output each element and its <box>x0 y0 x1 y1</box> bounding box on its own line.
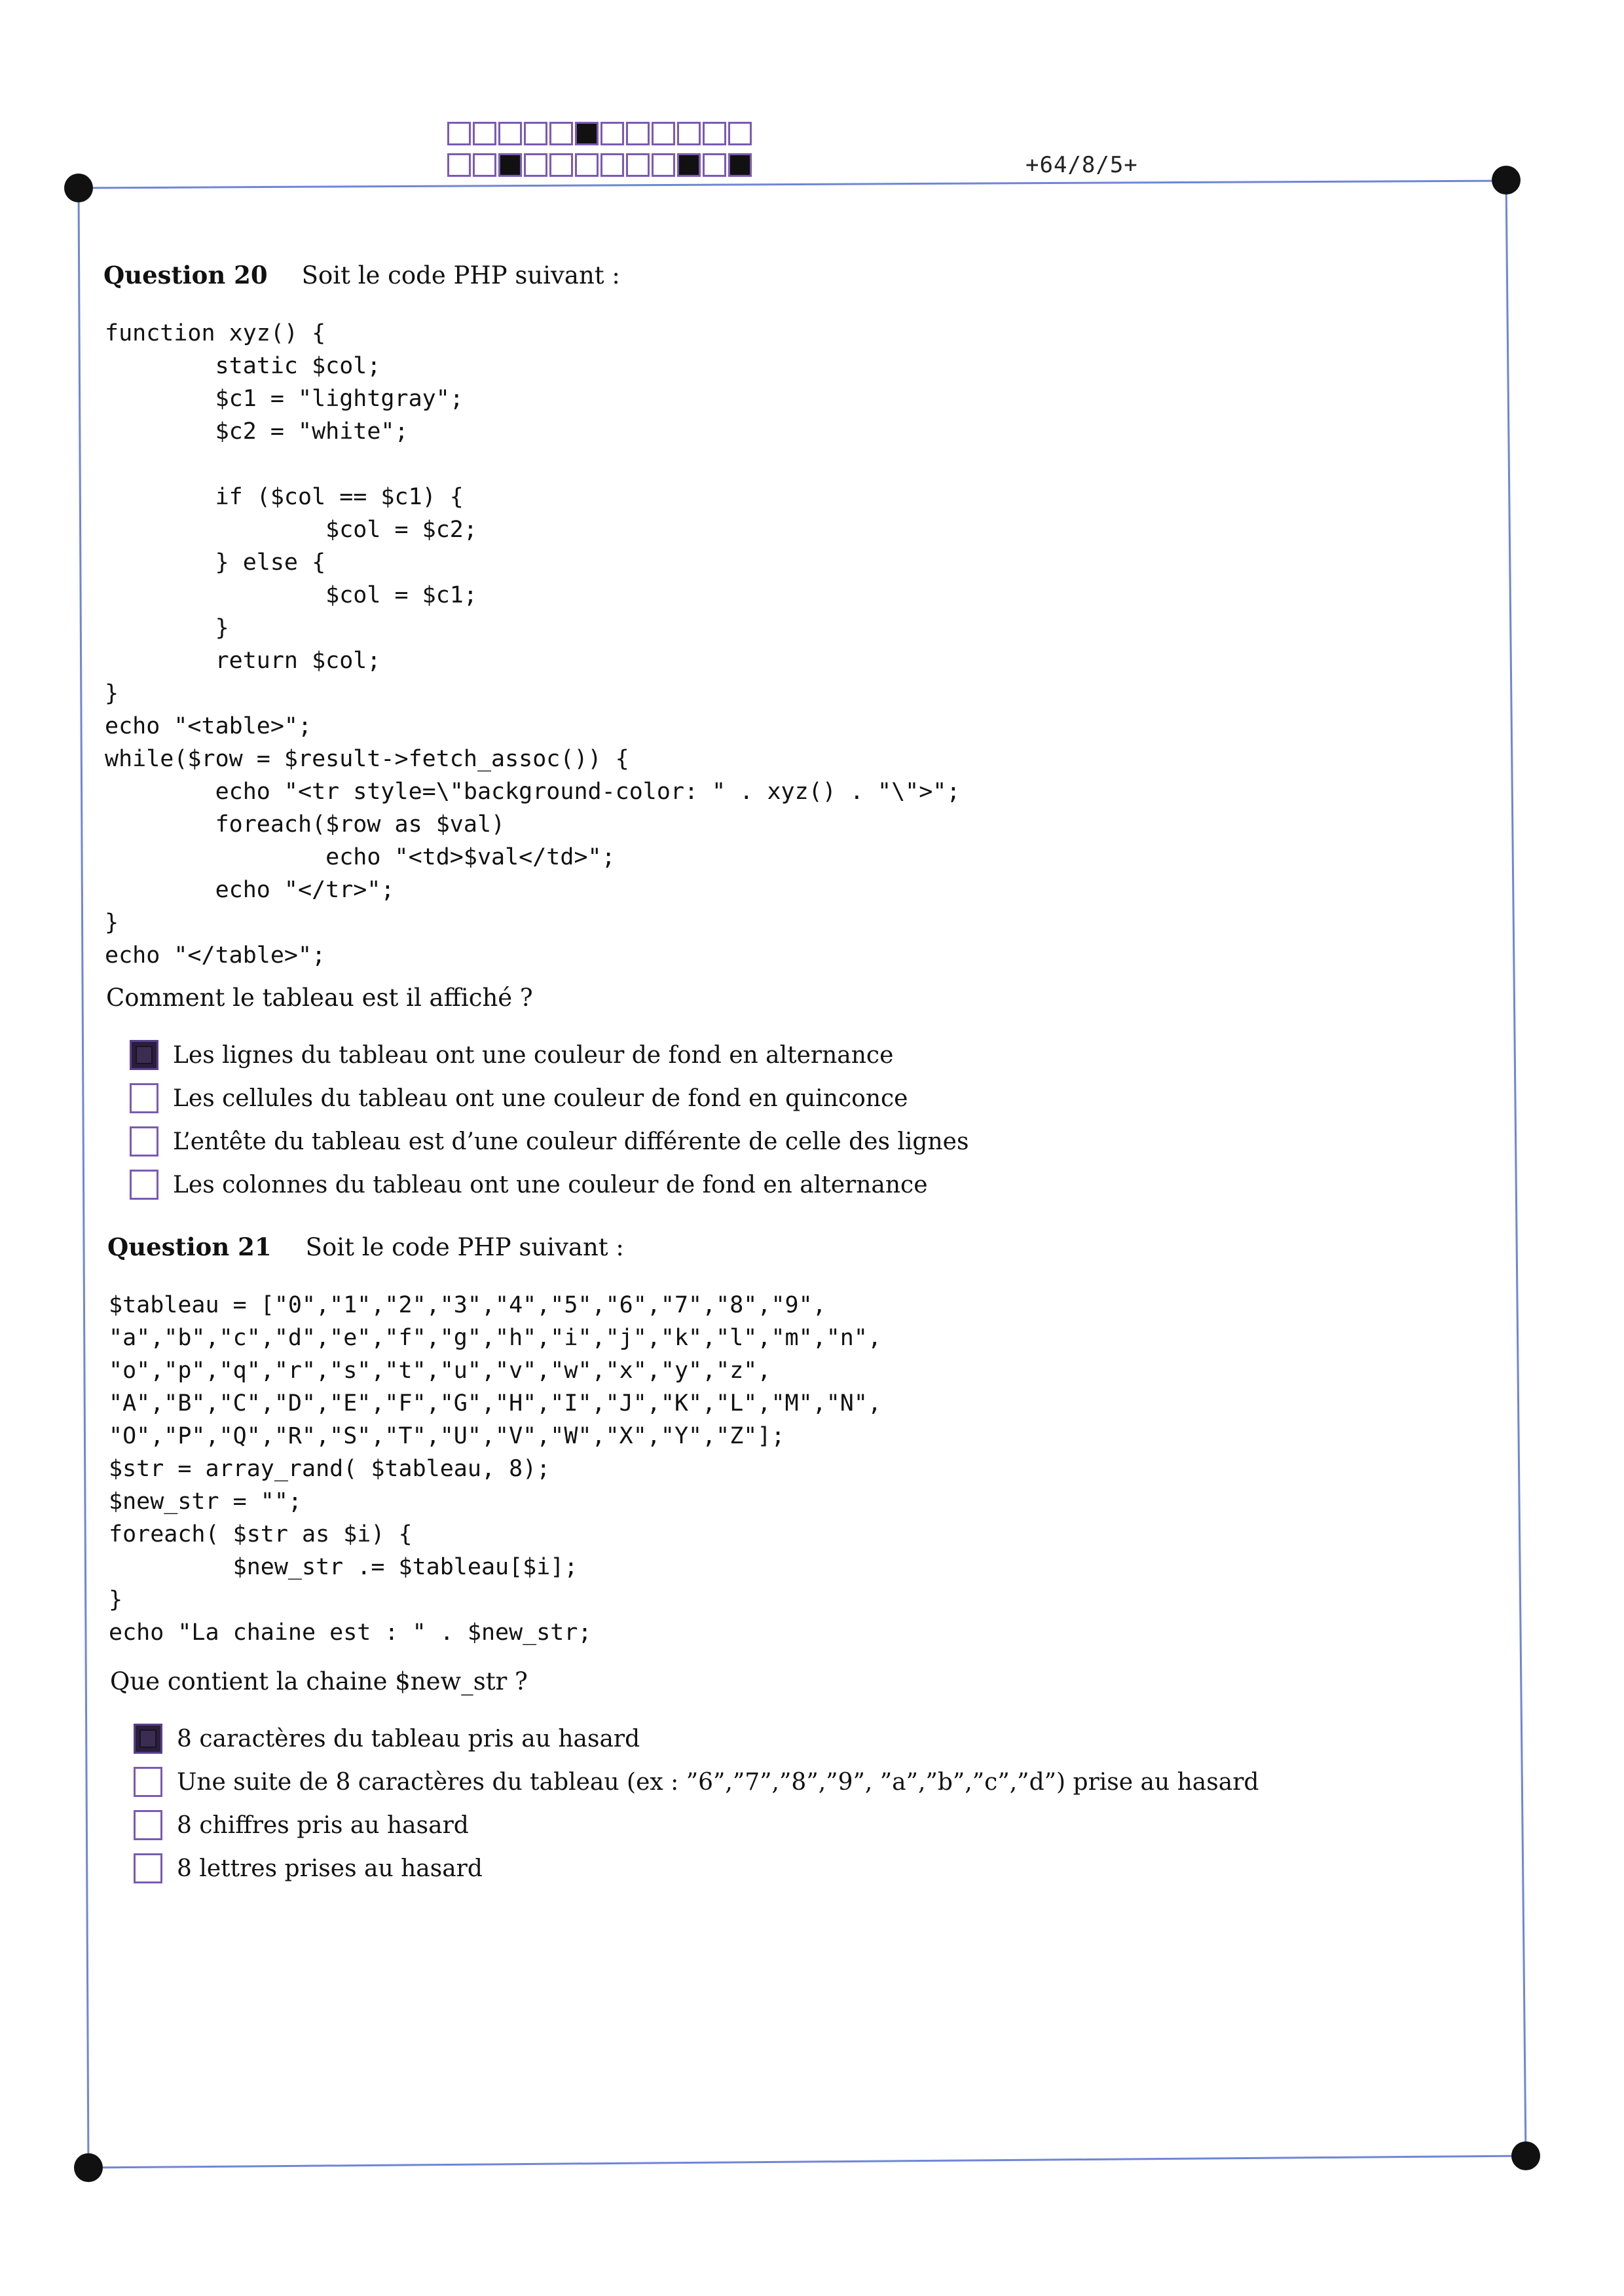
page-code-row-1 <box>447 122 754 145</box>
code-cell <box>575 122 599 145</box>
answer-checkbox[interactable] <box>134 1810 162 1840</box>
answer-option <box>130 1033 969 1077</box>
question-21-answers <box>134 1717 1259 1890</box>
code-cell <box>575 153 599 177</box>
question-20-prompt: Comment le tableau est il affiché ? <box>106 984 533 1012</box>
page-identifier: +64/8/5+ <box>1025 152 1138 178</box>
code-cell <box>626 122 650 145</box>
answer-option <box>130 1163 969 1206</box>
page-code-row-2 <box>447 153 754 177</box>
answer-checkbox[interactable] <box>130 1126 158 1157</box>
question-number: Question 20 <box>103 261 268 289</box>
question-21-header <box>107 1232 624 1261</box>
corner-mark-bottom-right <box>1511 2141 1540 2170</box>
answer-label: 8 caractères du tableau pris au hasard <box>177 1725 640 1752</box>
code-cell <box>600 122 624 145</box>
answer-label: 8 chiffres pris au hasard <box>177 1811 469 1839</box>
answer-option <box>134 1804 1259 1847</box>
code-cell <box>703 122 726 145</box>
code-cell <box>677 122 701 145</box>
answer-label: 8 lettres prises au hasard <box>177 1855 483 1882</box>
answer-option <box>130 1077 969 1120</box>
code-cell <box>728 122 752 145</box>
answer-option <box>134 1760 1259 1804</box>
code-cell <box>652 122 675 145</box>
question-20-header <box>103 261 620 289</box>
question-title: Soit le code PHP suivant : <box>305 1233 624 1261</box>
answer-label: Une suite de 8 caractères du tableau (ex : ”6”,”7”,”8”,”9”, ”a”,”b”,”c”,”d”) prise au hasard <box>177 1768 1259 1796</box>
question-21-prompt: Que contient la chaine $new_str ? <box>110 1667 528 1695</box>
code-cell <box>549 122 573 145</box>
question-20-answers <box>130 1033 969 1206</box>
answer-option <box>134 1717 1259 1760</box>
code-cell <box>498 122 522 145</box>
answer-option <box>134 1847 1259 1890</box>
question-title: Soit le code PHP suivant : <box>301 261 620 289</box>
code-cell <box>600 153 624 177</box>
question-20-code: function xyz() { static $col; $c1 = "lightgray"; $c2 = "white"; if ($col == $c1) { $col = $c2; } else { $col = $c1; } return $col; } echo "<table>"; while($row = $result->fetch_assoc()) { echo "<tr style=\"background-color: " . xyz() . "\">"; foreach($row as $val) echo "<td>$val</td>"; echo "</tr>"; } echo "</table>"; <box>105 320 961 969</box>
question-21-code: $tableau = ["0","1","2","3","4","5","6","7","8","9", "a","b","c","d","e","f","g","h","i","j","k","l","m","n", "o","p","q","r","s","t","u","v","w","x","y","z", "A","B","C","D","E","F","G","H","I","J","K","L","M","N", "O","P","Q","R","S","T","U","V","W","X","Y","Z"]; $str = array_rand( $tableau, 8); $new_str = ""; foreach( $str as $i) { $new_str .= $tableau[$i]; } echo "La chaine est : " . $new_str; <box>109 1292 882 1646</box>
code-cell <box>447 153 471 177</box>
answer-option <box>130 1120 969 1163</box>
code-cell <box>447 122 471 145</box>
answer-checkbox[interactable] <box>134 1853 162 1883</box>
code-cell <box>473 153 496 177</box>
code-cell <box>652 153 675 177</box>
code-cell <box>728 153 752 177</box>
answer-checkbox[interactable] <box>130 1040 158 1070</box>
corner-mark-bottom-left <box>74 2153 103 2182</box>
code-cell <box>524 122 547 145</box>
code-cell <box>703 153 726 177</box>
code-cell <box>524 153 547 177</box>
corner-mark-top-left <box>64 174 93 202</box>
answer-checkbox[interactable] <box>130 1083 158 1113</box>
answer-label: Les colonnes du tableau ont une couleur de fond en alternance <box>173 1171 928 1198</box>
code-cell <box>549 153 573 177</box>
code-cell <box>498 153 522 177</box>
answer-checkbox[interactable] <box>134 1767 162 1797</box>
corner-mark-top-right <box>1492 166 1521 194</box>
code-cell <box>677 153 701 177</box>
code-cell <box>626 153 650 177</box>
answer-label: Les cellules du tableau ont une couleur de fond en quinconce <box>173 1084 908 1112</box>
answer-checkbox[interactable] <box>134 1724 162 1754</box>
question-number: Question 21 <box>107 1232 272 1261</box>
answer-label: Les lignes du tableau ont une couleur de fond en alternance <box>173 1041 894 1069</box>
answer-label: L’entête du tableau est d’une couleur différente de celle des lignes <box>173 1128 969 1155</box>
answer-checkbox[interactable] <box>130 1170 158 1200</box>
code-cell <box>473 122 496 145</box>
